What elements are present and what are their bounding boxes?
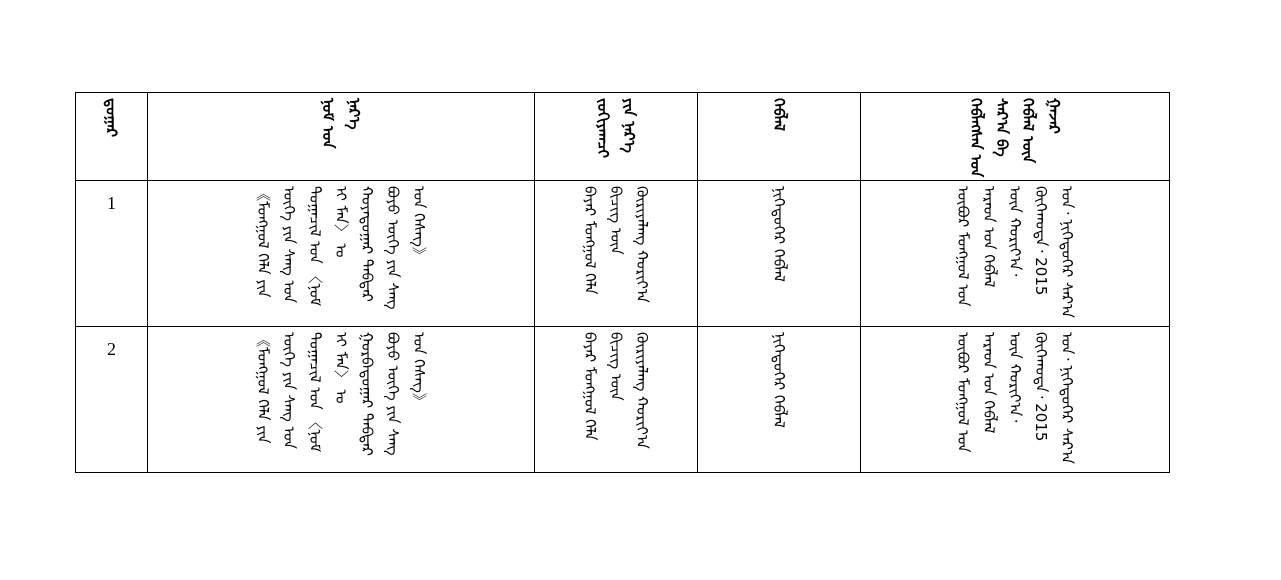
header-edition-label: ᠬᠡᠪᠯᠡᠯ — [770, 98, 788, 131]
header-cell-publish — [861, 93, 1170, 181]
bibliography-table — [75, 92, 1170, 473]
row-number: 1 — [107, 193, 116, 213]
header-author-label: ᠵᠣᠬᠢᠶᠠᠭᠴᠢ ᠶᠢᠨ ᠨᠡᠷ᠎ᠡ — [594, 98, 638, 159]
row-title-cell — [148, 181, 535, 327]
row-edition: ᠨᠢᠭᠡᠳᠦᠭᠡᠷ ᠬᠡᠪᠯᠡᠯ — [770, 186, 788, 282]
row-number-cell — [76, 181, 148, 327]
row-author-cell — [535, 181, 698, 327]
row-author: ᠪᠠᠶᠠᠷ ᠮᠣᠩᠭᠣᠯ ᠬᠡᠯᠡ ᠪᠢᠴᠢᠭ ᠦᠨ ᠬᠦᠷᠢᠶᠡᠯᠡᠩ ᠬᠣᠷᠢᠶ᠎ᠠ — [581, 332, 651, 449]
header-cell-edition — [698, 93, 861, 181]
row-title: 《ᠮᠣᠩᠭᠣᠯ ᠬᠡᠯᠡ ᠶᠢᠨ ᠦᠭᠡ ᠶᠢᠨ ᠰᠠᠩ ᠤᠨ ᠲᠣᠭᠠᠴᠢᠯ ᠤᠨ 〈ᠨᠣᠮ ᠢ ᠮᠠᠨ〉 ᠤ ᠬᠣᠶᠠᠳᠤᠭᠠᠷ ᠳᠡᠪᠲᠡᠷ ᠪᠤᠶᠤ ᠦᠭᠡ ᠶᠢᠨ ᠰᠠᠩ ᠤᠨ ᠬᠡᠰᠡᠭ》 — [254, 186, 428, 310]
row-number-cell — [76, 327, 148, 473]
row-number: 2 — [107, 339, 116, 359]
row-publish: ᠦᠪᠦᠷ ᠮᠣᠩᠭᠣᠯ ᠤᠨ ᠠᠷᠠᠳ ᠤᠨ ᠬᠡᠪᠯᠡᠯ ᠦᠨ ᠬᠣᠷᠢᠶ᠎ᠠ᠂ ᠬᠥᠬᠡᠬᠣᠲᠠ᠂ 2015 ᠣᠨ᠂ ᠨᠢᠭᠡᠳᠦᠭᠡᠷ ᠰᠠᠷ᠎ᠠ — [954, 332, 1076, 464]
table-header-row — [76, 93, 1170, 181]
header-cell-author — [535, 93, 698, 181]
row-author: ᠪᠠᠶᠠᠷ ᠮᠣᠩᠭᠣᠯ ᠬᠡᠯᠡ ᠪᠢᠴᠢᠭ ᠦᠨ ᠬᠦᠷᠢᠶᠡᠯᠡᠩ ᠬᠣᠷᠢᠶ᠎ᠠ — [581, 186, 651, 303]
row-edition-cell — [698, 327, 861, 473]
row-edition: ᠨᠢᠭᠡᠳᠦᠭᠡᠷ ᠬᠡᠪᠯᠡᠯ — [770, 332, 788, 428]
row-edition-cell — [698, 181, 861, 327]
row-publish-cell — [861, 327, 1170, 473]
row-publish: ᠦᠪᠦᠷ ᠮᠣᠩᠭᠣᠯ ᠤᠨ ᠠᠷᠠᠳ ᠤᠨ ᠬᠡᠪᠯᠡᠯ ᠦᠨ ᠬᠣᠷᠢᠶ᠎ᠠ᠂ ᠬᠥᠬᠡᠬᠣᠲᠠ᠂ 2015 ᠣᠨ᠂ ᠨᠢᠭᠡᠳᠦᠭᠡᠷ ᠰᠠᠷ᠎ᠠ — [954, 186, 1076, 318]
row-publish-cell — [861, 181, 1170, 327]
table-row — [76, 181, 1170, 327]
header-number-label: ᠳ᠋ᠤᠭᠠᠷ — [102, 98, 121, 137]
table-row — [76, 327, 1170, 473]
row-author-cell — [535, 327, 698, 473]
header-title-label: ᠨᠣᠮ ᠤᠨ ᠨᠡᠷ᠎ᠡ — [319, 98, 363, 149]
row-title-cell — [148, 327, 535, 473]
header-cell-number — [76, 93, 148, 181]
header-publish-label: ᠬᠡᠪᠯᠡᠭᠰᠡᠨ ᠣᠨ ᠰᠠᠷ᠎ᠠ ᠪᠠ ᠬᠡᠪᠯᠡᠯ ᠦᠨ ᠭᠠᠵᠠᠷ — [967, 98, 1063, 178]
header-cell-title — [148, 93, 535, 181]
row-title: 《ᠮᠣᠩᠭᠣᠯ ᠬᠡᠯᠡ ᠶᠢᠨ ᠦᠭᠡ ᠶᠢᠨ ᠰᠠᠩ ᠤᠨ ᠲᠣᠭᠠᠴᠢᠯ ᠤᠨ 〈ᠨᠣᠮ ᠢ ᠮᠠᠨ〉 ᠤ ᠭᠤᠷᠪᠠᠳᠤᠭᠠᠷ ᠳᠡᠪᠲᠡᠷ ᠪᠤᠶᠤ ᠦᠭᠡ ᠶᠢᠨ ᠰᠠᠩ ᠤᠨ ᠬᠡᠰᠡᠭ》 — [254, 332, 428, 456]
